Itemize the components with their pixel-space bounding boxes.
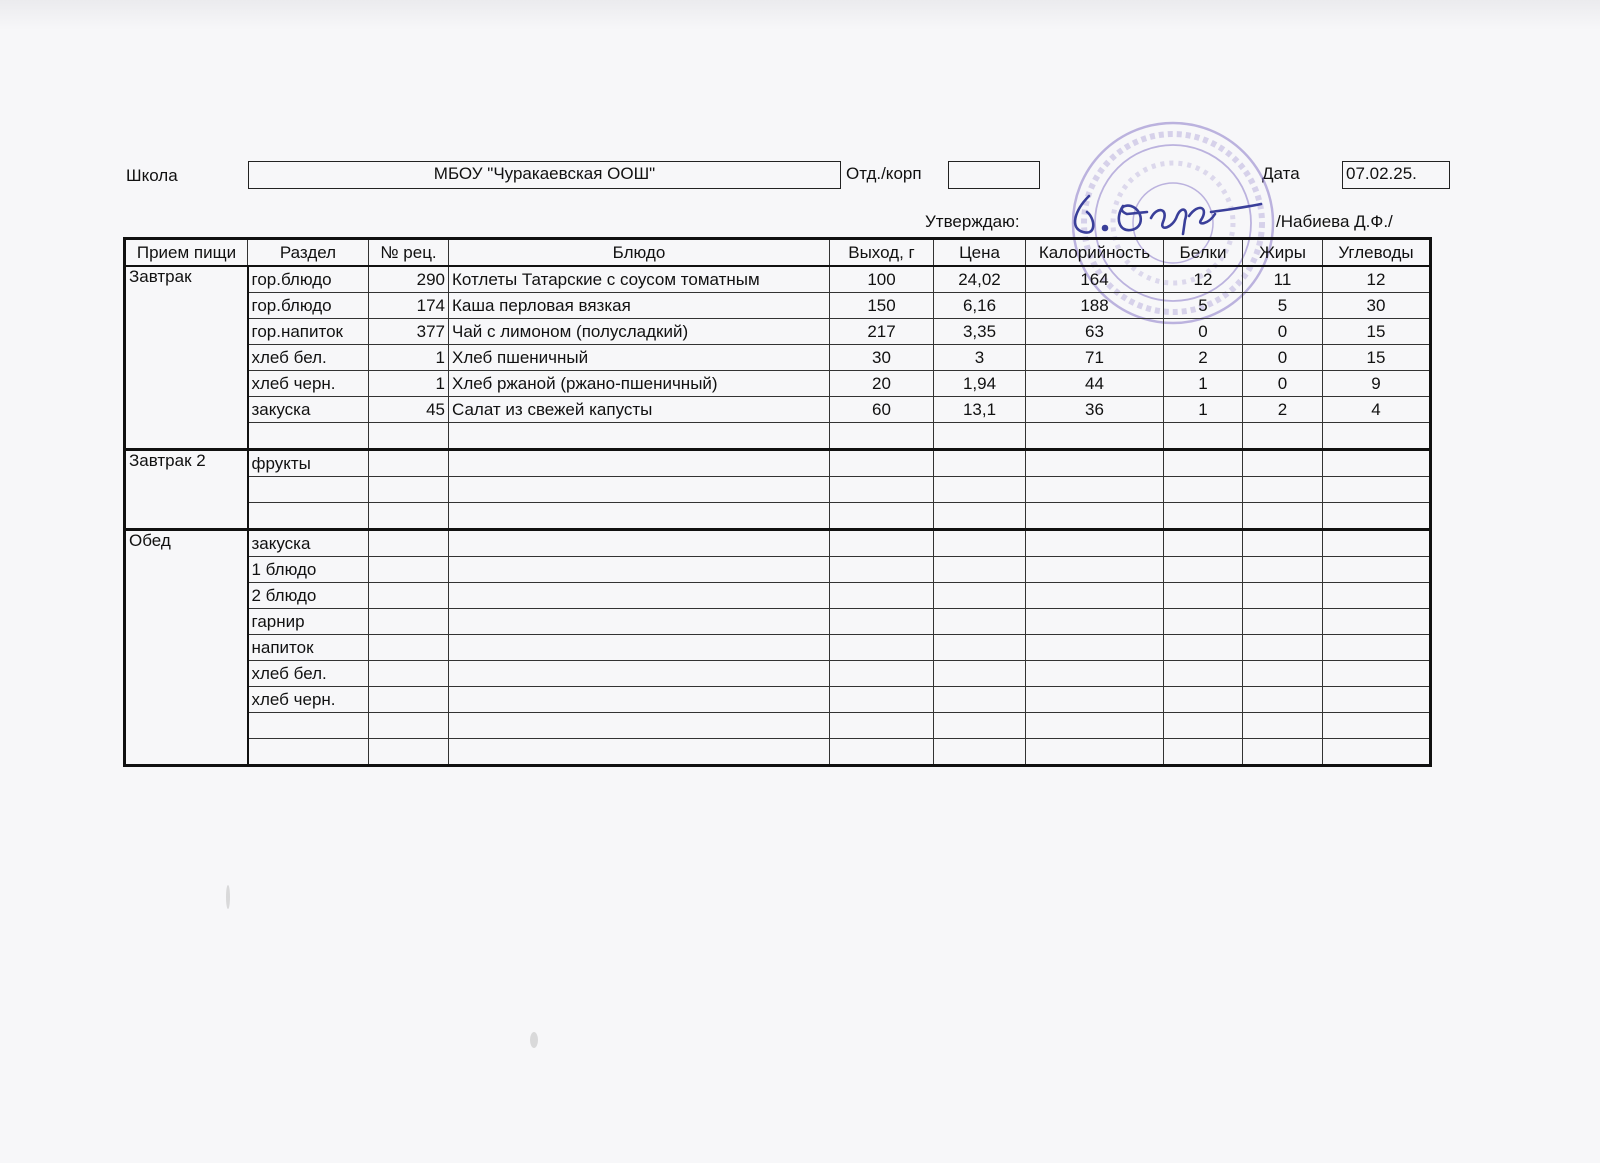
price-cell bbox=[934, 503, 1026, 530]
table-row bbox=[125, 397, 1431, 423]
fat-cell bbox=[1243, 423, 1323, 450]
fat-cell bbox=[1243, 713, 1323, 739]
fat-cell bbox=[1243, 477, 1323, 503]
dish-cell bbox=[449, 450, 830, 477]
protein-cell bbox=[1164, 423, 1243, 450]
column-header: Прием пищи bbox=[125, 239, 248, 267]
section-cell: хлеб черн. bbox=[248, 371, 369, 397]
protein-cell: 12 bbox=[1164, 266, 1243, 293]
table-row bbox=[125, 293, 1431, 319]
price-cell bbox=[934, 609, 1026, 635]
protein-cell: 2 bbox=[1164, 345, 1243, 371]
carbs-cell bbox=[1323, 477, 1431, 503]
output-cell bbox=[830, 477, 934, 503]
recipe-number-cell bbox=[369, 530, 449, 557]
recipe-number-cell bbox=[369, 450, 449, 477]
carbs-cell bbox=[1323, 713, 1431, 739]
section-cell: хлеб черн. bbox=[248, 687, 369, 713]
fat-cell bbox=[1243, 739, 1323, 766]
protein-cell: 5 bbox=[1164, 293, 1243, 319]
dish-cell: Каша перловая вязкая bbox=[449, 293, 830, 319]
recipe-number-cell: 377 bbox=[369, 319, 449, 345]
recipe-number-cell bbox=[369, 423, 449, 450]
calories-cell bbox=[1026, 477, 1164, 503]
dept-field bbox=[948, 161, 1040, 189]
output-cell: 30 bbox=[830, 345, 934, 371]
fat-cell bbox=[1243, 661, 1323, 687]
table-row bbox=[125, 661, 1431, 687]
recipe-number-cell bbox=[369, 477, 449, 503]
price-cell bbox=[934, 687, 1026, 713]
carbs-cell bbox=[1323, 661, 1431, 687]
column-header: Калорийность bbox=[1026, 239, 1164, 267]
price-cell bbox=[934, 713, 1026, 739]
table-row bbox=[125, 713, 1431, 739]
fat-cell: 0 bbox=[1243, 371, 1323, 397]
calories-cell bbox=[1026, 609, 1164, 635]
column-header: Блюдо bbox=[449, 239, 830, 267]
price-cell bbox=[934, 477, 1026, 503]
output-cell bbox=[830, 635, 934, 661]
fat-cell bbox=[1243, 687, 1323, 713]
table-row bbox=[125, 739, 1431, 766]
protein-cell bbox=[1164, 557, 1243, 583]
calories-cell: 188 bbox=[1026, 293, 1164, 319]
fat-cell bbox=[1243, 530, 1323, 557]
table-row bbox=[125, 319, 1431, 345]
calories-cell bbox=[1026, 557, 1164, 583]
column-header: № рец. bbox=[369, 239, 449, 267]
output-cell bbox=[830, 661, 934, 687]
column-header: Жиры bbox=[1243, 239, 1323, 267]
protein-cell: 1 bbox=[1164, 371, 1243, 397]
column-header: Белки bbox=[1164, 239, 1243, 267]
table-row bbox=[125, 530, 1431, 557]
price-cell bbox=[934, 530, 1026, 557]
price-cell: 13,1 bbox=[934, 397, 1026, 423]
carbs-cell bbox=[1323, 423, 1431, 450]
recipe-number-cell bbox=[369, 635, 449, 661]
date-label: Дата bbox=[1262, 164, 1300, 183]
protein-cell bbox=[1164, 713, 1243, 739]
calories-cell bbox=[1026, 635, 1164, 661]
dish-cell bbox=[449, 583, 830, 609]
calories-cell: 63 bbox=[1026, 319, 1164, 345]
fat-cell: 11 bbox=[1243, 266, 1323, 293]
protein-cell bbox=[1164, 503, 1243, 530]
column-header: Углеводы bbox=[1323, 239, 1431, 267]
recipe-number-cell: 1 bbox=[369, 371, 449, 397]
calories-cell bbox=[1026, 530, 1164, 557]
carbs-cell: 9 bbox=[1323, 371, 1431, 397]
table-row bbox=[125, 266, 1431, 293]
dish-cell bbox=[449, 687, 830, 713]
dish-cell bbox=[449, 503, 830, 530]
meal-name-cell: Завтрак 2 bbox=[125, 450, 248, 530]
scan-edge bbox=[0, 0, 1600, 30]
menu-table bbox=[123, 237, 1432, 767]
table-row bbox=[125, 583, 1431, 609]
output-cell bbox=[830, 713, 934, 739]
recipe-number-cell bbox=[369, 503, 449, 530]
output-cell bbox=[830, 450, 934, 477]
price-cell bbox=[934, 583, 1026, 609]
section-cell: хлеб бел. bbox=[248, 661, 369, 687]
protein-cell bbox=[1164, 530, 1243, 557]
output-cell bbox=[830, 503, 934, 530]
date-field: 07.02.25. bbox=[1342, 161, 1450, 189]
section-cell bbox=[248, 713, 369, 739]
price-cell bbox=[934, 739, 1026, 766]
fat-cell: 2 bbox=[1243, 397, 1323, 423]
section-cell bbox=[248, 423, 369, 450]
calories-cell: 164 bbox=[1026, 266, 1164, 293]
calories-cell bbox=[1026, 713, 1164, 739]
carbs-cell: 15 bbox=[1323, 345, 1431, 371]
protein-cell bbox=[1164, 477, 1243, 503]
price-cell bbox=[934, 661, 1026, 687]
calories-cell bbox=[1026, 503, 1164, 530]
carbs-cell: 15 bbox=[1323, 319, 1431, 345]
school-name-field: МБОУ "Чуракаевская ООШ" bbox=[248, 161, 841, 189]
recipe-number-cell bbox=[369, 713, 449, 739]
table-row bbox=[125, 371, 1431, 397]
price-cell: 24,02 bbox=[934, 266, 1026, 293]
recipe-number-cell bbox=[369, 739, 449, 766]
dish-cell bbox=[449, 477, 830, 503]
table-row bbox=[125, 635, 1431, 661]
dish-cell bbox=[449, 423, 830, 450]
calories-cell: 71 bbox=[1026, 345, 1164, 371]
dish-cell bbox=[449, 557, 830, 583]
calories-cell bbox=[1026, 450, 1164, 477]
protein-cell bbox=[1164, 583, 1243, 609]
table-row bbox=[125, 477, 1431, 503]
recipe-number-cell: 290 bbox=[369, 266, 449, 293]
fat-cell bbox=[1243, 557, 1323, 583]
section-cell: закуска bbox=[248, 397, 369, 423]
recipe-number-cell bbox=[369, 583, 449, 609]
section-cell: гор.блюдо bbox=[248, 293, 369, 319]
dept-label: Отд./корп bbox=[846, 164, 922, 183]
table-row bbox=[125, 345, 1431, 371]
carbs-cell: 12 bbox=[1323, 266, 1431, 293]
section-cell: 2 блюдо bbox=[248, 583, 369, 609]
price-cell: 1,94 bbox=[934, 371, 1026, 397]
calories-cell bbox=[1026, 661, 1164, 687]
dish-cell bbox=[449, 739, 830, 766]
scan-speck bbox=[530, 1032, 538, 1048]
table-row bbox=[125, 557, 1431, 583]
output-cell: 60 bbox=[830, 397, 934, 423]
calories-cell bbox=[1026, 583, 1164, 609]
dish-cell bbox=[449, 609, 830, 635]
calories-cell bbox=[1026, 739, 1164, 766]
section-cell: хлеб бел. bbox=[248, 345, 369, 371]
table-row bbox=[125, 503, 1431, 530]
carbs-cell: 30 bbox=[1323, 293, 1431, 319]
calories-cell: 36 bbox=[1026, 397, 1164, 423]
approver-name: /Набиева Д.Ф./ bbox=[1276, 212, 1393, 231]
section-cell: гарнир bbox=[248, 609, 369, 635]
dish-cell bbox=[449, 635, 830, 661]
section-cell: гор.блюдо bbox=[248, 266, 369, 293]
section-cell bbox=[248, 477, 369, 503]
protein-cell bbox=[1164, 739, 1243, 766]
output-cell bbox=[830, 530, 934, 557]
calories-cell bbox=[1026, 687, 1164, 713]
dish-cell: Салат из свежей капусты bbox=[449, 397, 830, 423]
recipe-number-cell bbox=[369, 609, 449, 635]
fat-cell bbox=[1243, 635, 1323, 661]
protein-cell bbox=[1164, 635, 1243, 661]
price-cell: 3,35 bbox=[934, 319, 1026, 345]
output-cell bbox=[830, 739, 934, 766]
protein-cell: 1 bbox=[1164, 397, 1243, 423]
carbs-cell bbox=[1323, 635, 1431, 661]
output-cell bbox=[830, 423, 934, 450]
fat-cell: 0 bbox=[1243, 319, 1323, 345]
output-cell: 217 bbox=[830, 319, 934, 345]
price-cell: 6,16 bbox=[934, 293, 1026, 319]
table-header-row bbox=[125, 239, 1431, 267]
protein-cell bbox=[1164, 450, 1243, 477]
recipe-number-cell: 45 bbox=[369, 397, 449, 423]
fat-cell bbox=[1243, 583, 1323, 609]
output-cell bbox=[830, 687, 934, 713]
price-cell bbox=[934, 557, 1026, 583]
section-cell bbox=[248, 503, 369, 530]
dish-cell bbox=[449, 661, 830, 687]
fat-cell bbox=[1243, 503, 1323, 530]
carbs-cell bbox=[1323, 557, 1431, 583]
fat-cell: 0 bbox=[1243, 345, 1323, 371]
column-header: Цена bbox=[934, 239, 1026, 267]
table-row bbox=[125, 687, 1431, 713]
dish-cell: Хлеб ржаной (ржано-пшеничный) bbox=[449, 371, 830, 397]
column-header: Раздел bbox=[248, 239, 369, 267]
carbs-cell bbox=[1323, 609, 1431, 635]
price-cell bbox=[934, 423, 1026, 450]
dish-cell: Чай с лимоном (полусладкий) bbox=[449, 319, 830, 345]
section-cell: 1 блюдо bbox=[248, 557, 369, 583]
meal-name-cell: Завтрак bbox=[125, 266, 248, 450]
carbs-cell bbox=[1323, 503, 1431, 530]
calories-cell: 44 bbox=[1026, 371, 1164, 397]
section-cell: гор.напиток bbox=[248, 319, 369, 345]
table-row bbox=[125, 450, 1431, 477]
section-cell: напиток bbox=[248, 635, 369, 661]
price-cell bbox=[934, 635, 1026, 661]
protein-cell bbox=[1164, 687, 1243, 713]
scan-speck bbox=[226, 885, 230, 909]
carbs-cell: 4 bbox=[1323, 397, 1431, 423]
recipe-number-cell bbox=[369, 557, 449, 583]
approve-label: Утверждаю: bbox=[925, 212, 1020, 231]
recipe-number-cell: 1 bbox=[369, 345, 449, 371]
table-row bbox=[125, 609, 1431, 635]
output-cell: 20 bbox=[830, 371, 934, 397]
school-label: Школа bbox=[126, 166, 178, 185]
fat-cell bbox=[1243, 609, 1323, 635]
signature bbox=[1065, 188, 1265, 240]
fat-cell bbox=[1243, 450, 1323, 477]
section-cell bbox=[248, 739, 369, 766]
recipe-number-cell bbox=[369, 687, 449, 713]
dish-cell: Котлеты Татарские с соусом томатным bbox=[449, 266, 830, 293]
recipe-number-cell bbox=[369, 661, 449, 687]
section-cell: закуска bbox=[248, 530, 369, 557]
calories-cell bbox=[1026, 423, 1164, 450]
protein-cell: 0 bbox=[1164, 319, 1243, 345]
price-cell: 3 bbox=[934, 345, 1026, 371]
carbs-cell bbox=[1323, 739, 1431, 766]
output-cell: 150 bbox=[830, 293, 934, 319]
carbs-cell bbox=[1323, 583, 1431, 609]
column-header: Выход, г bbox=[830, 239, 934, 267]
dish-cell: Хлеб пшеничный bbox=[449, 345, 830, 371]
price-cell bbox=[934, 450, 1026, 477]
carbs-cell bbox=[1323, 687, 1431, 713]
fat-cell: 5 bbox=[1243, 293, 1323, 319]
section-cell: фрукты bbox=[248, 450, 369, 477]
carbs-cell bbox=[1323, 530, 1431, 557]
output-cell bbox=[830, 583, 934, 609]
dish-cell bbox=[449, 530, 830, 557]
table-row bbox=[125, 423, 1431, 450]
carbs-cell bbox=[1323, 450, 1431, 477]
meal-name-cell: Обед bbox=[125, 530, 248, 766]
protein-cell bbox=[1164, 661, 1243, 687]
output-cell bbox=[830, 609, 934, 635]
output-cell bbox=[830, 557, 934, 583]
protein-cell bbox=[1164, 609, 1243, 635]
dish-cell bbox=[449, 713, 830, 739]
output-cell: 100 bbox=[830, 266, 934, 293]
recipe-number-cell: 174 bbox=[369, 293, 449, 319]
